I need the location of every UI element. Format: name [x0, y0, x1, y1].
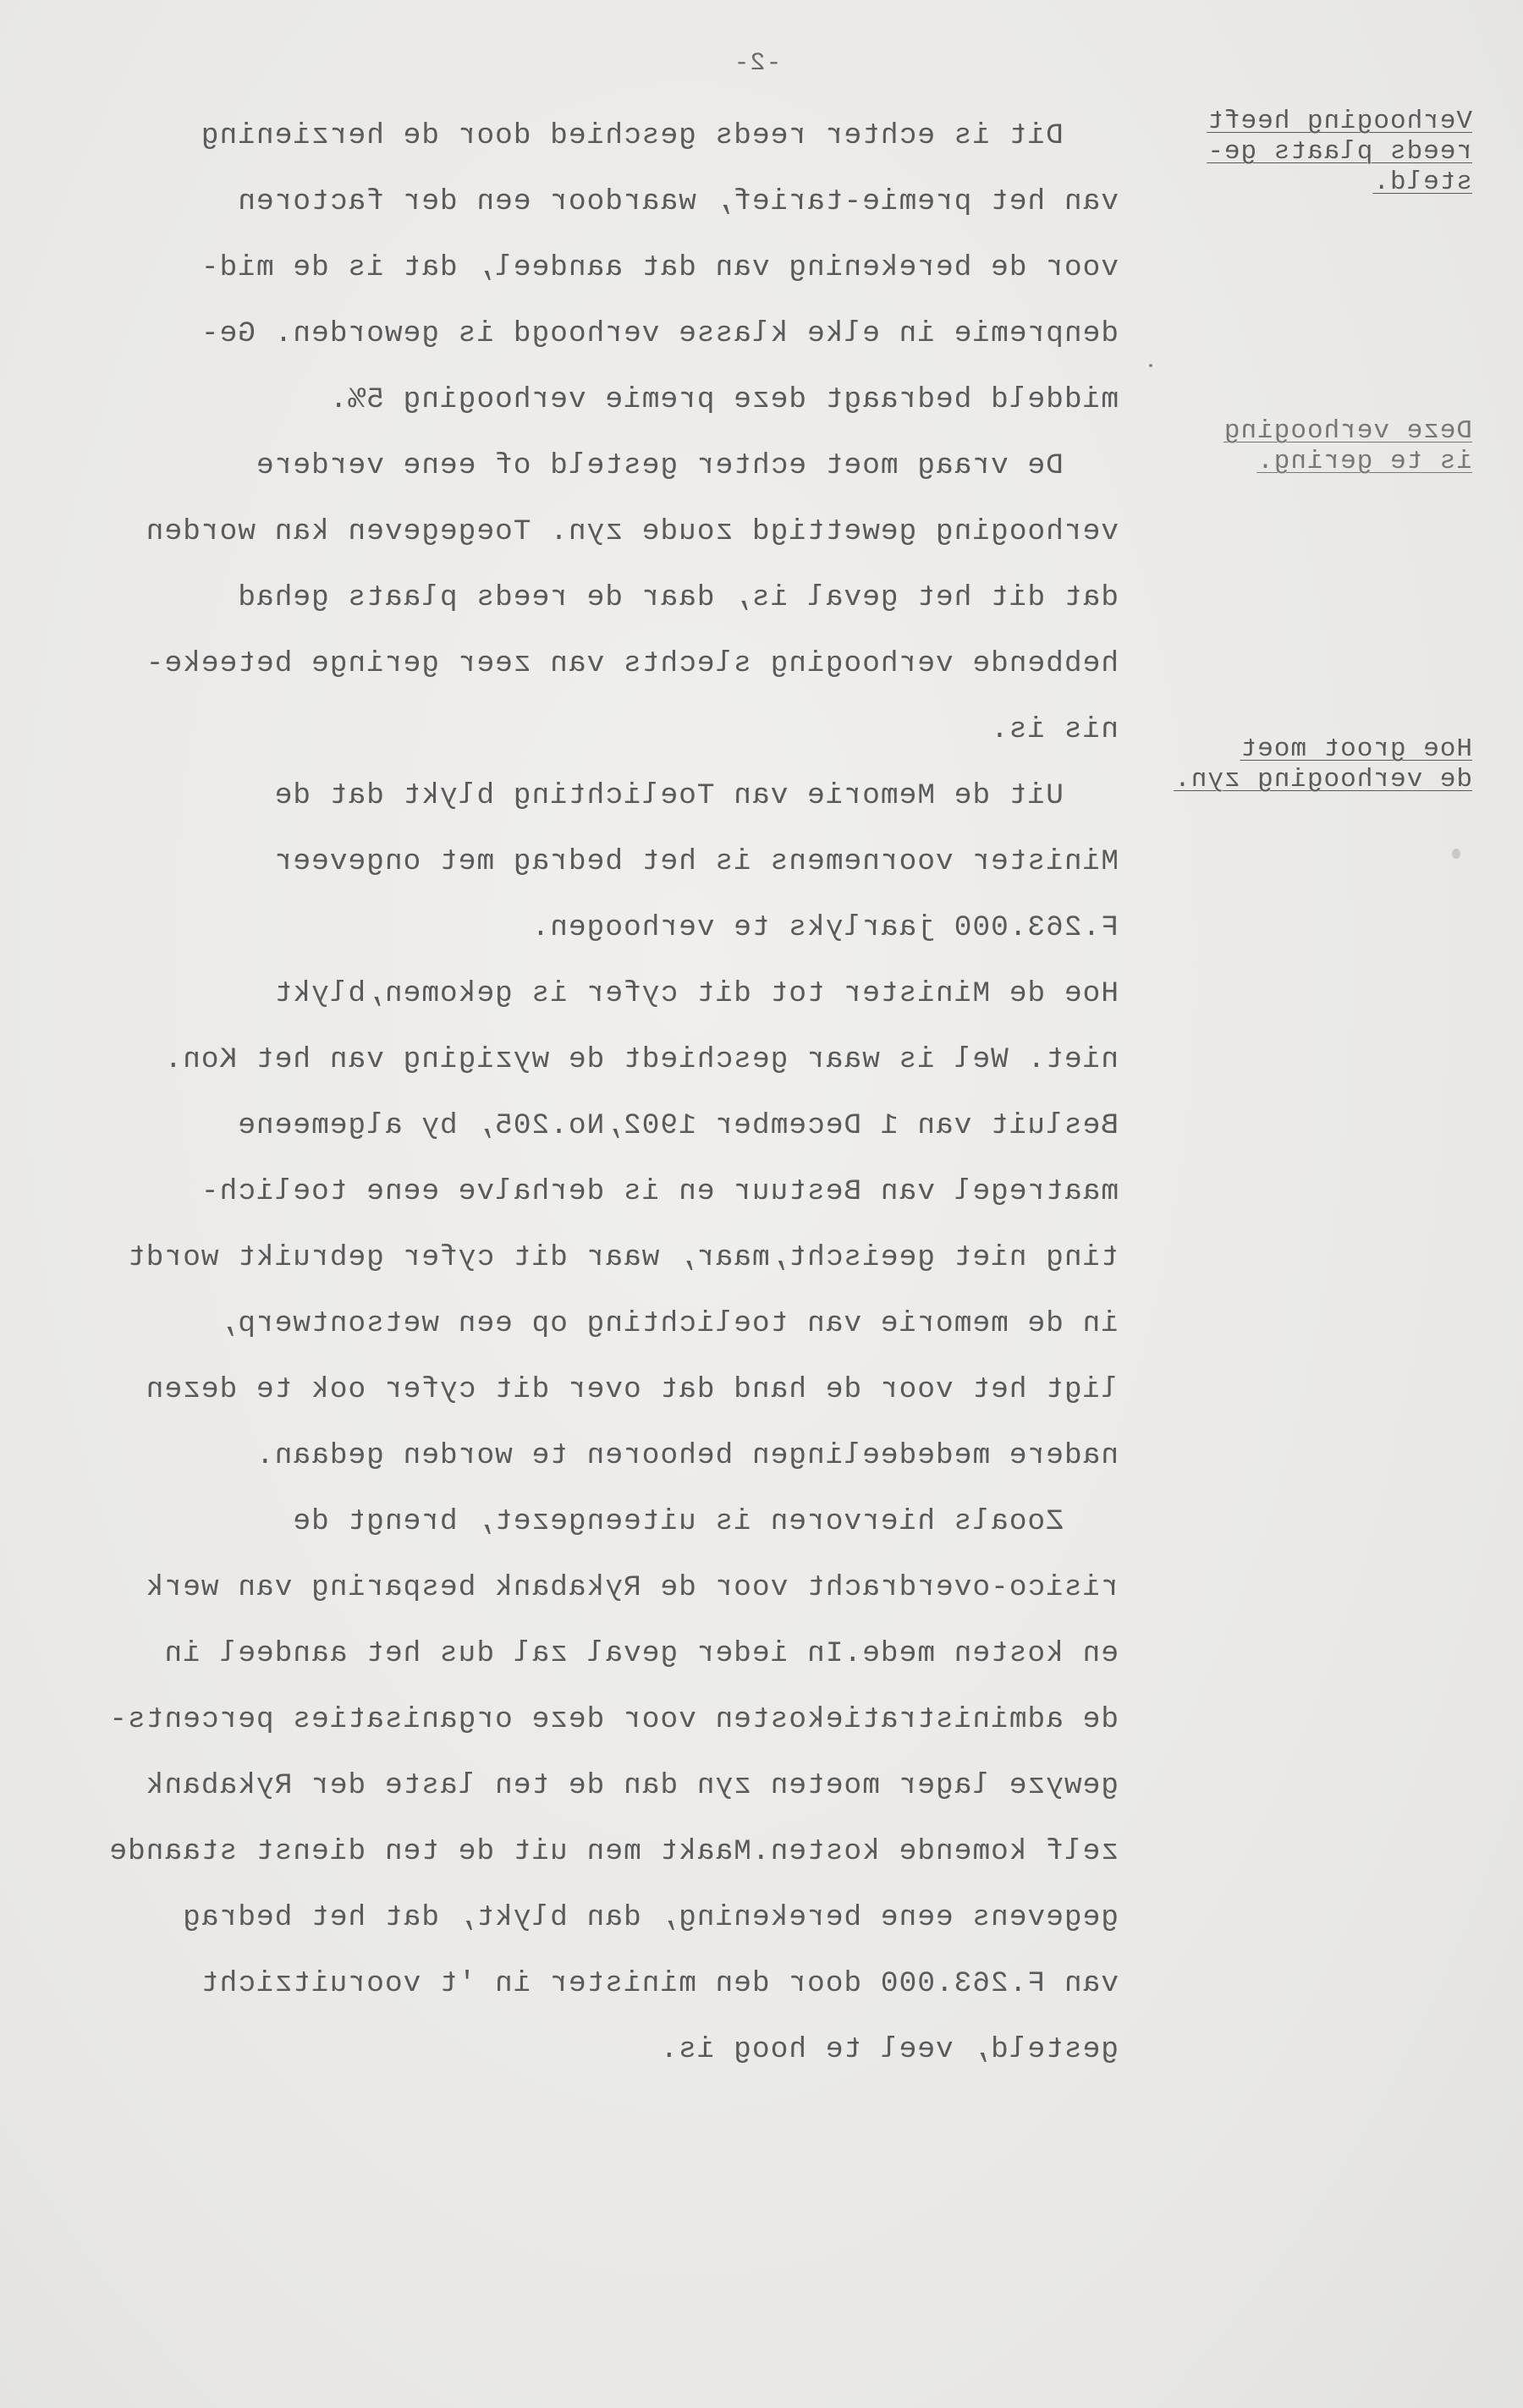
text-line: hebbende verhooging slechts van zeer geringe beteeke-: [145, 647, 1119, 680]
text-line: denpremie in elke klasse verhoogd is geworden. Ge-: [200, 317, 1119, 350]
text-line: de administratiekosten voor deze organisaties percents-: [108, 1703, 1119, 1736]
margin-note-line: Hoe groot moet: [1240, 734, 1472, 764]
text-line: Zooals hiervoren is uiteengezet, brengt de: [292, 1505, 1119, 1538]
text-line: van het premie-tarief, waardoor een der factoren: [237, 185, 1119, 218]
paragraph-2: [52, 433, 1119, 763]
text-line: en kosten mede.In ieder geval zal dus het aandeel in: [163, 1637, 1119, 1670]
text-line: Dit is echter reeds geschied door de herziening: [200, 119, 1119, 152]
text-line: dat dit het geval is, daar de reeds plaats gehad: [237, 581, 1119, 614]
margin-note-2: [1168, 416, 1472, 477]
paragraph-1: [52, 103, 1119, 433]
text-line: zelf komende kosten.Maakt men uit de ten dienst staande: [108, 1835, 1119, 1868]
text-line: verhooging gewettigd zoude zyn. Toegegeven kan worden: [145, 515, 1119, 548]
page-number: -2-: [733, 49, 782, 78]
text-line: Uit de Memorie van Toelichting blykt dat de: [273, 779, 1119, 812]
text-line: Minister voornemens is het bedrag met ongeveer: [273, 845, 1119, 878]
text-line: gewyze lager moeten zyn dan de ten laste der Rykabank: [145, 1769, 1119, 1802]
paragraph-4: [52, 961, 1119, 1489]
paragraph-5: [52, 1489, 1119, 2083]
paragraph-3: [52, 763, 1119, 961]
text-line: van F.263.000 door den minister in 't vooruitzicht: [200, 1967, 1119, 2000]
text-line: gegevens eene berekening, dan blykt, dat het bedrag: [182, 1901, 1119, 1934]
margin-note-line: Verhooging heeft: [1207, 107, 1472, 136]
text-line: gesteld, veel te hoog is.: [659, 2033, 1119, 2066]
text-line: F.263.000 jaarlyks te verhoogen.: [531, 911, 1119, 944]
text-line: voor de berekening van dat aandeel, dat is de mid-: [200, 251, 1119, 284]
ink-dot: [1149, 364, 1152, 367]
text-line: Hoe de Minister tot dit cyfer is gekomen,blykt: [273, 977, 1119, 1010]
text-line: middeld bedraagt deze premie verhooging 5%.: [328, 383, 1119, 416]
margin-note-1: [1168, 107, 1472, 198]
margin-note-line: steld.: [1372, 168, 1472, 197]
body-text: [52, 103, 1119, 2083]
text-line: maatregel van Bestuur en is derhalve eene toelich-: [200, 1175, 1119, 1208]
text-line: nadere mededeelingen behooren te worden gedaan.: [255, 1439, 1119, 1472]
text-line: risico-overdracht voor de Rykabank besparing van werk: [145, 1571, 1119, 1604]
margin-note-line: reeds plaats ge-: [1207, 137, 1472, 167]
text-line: ting niet geeischt,maar, waar dit cyfer gebruikt wordt: [127, 1241, 1119, 1274]
margin-note-line: Deze verhooging: [1223, 416, 1472, 446]
text-line: Besluit van 1 December 1902,No.205, by algemeene: [237, 1109, 1119, 1142]
text-line: in de memorie van toelichting op een wetsontwerp,: [218, 1307, 1119, 1340]
paper-speck: [1452, 849, 1460, 859]
text-line: De vraag moet echter gesteld of eene verdere: [255, 449, 1119, 482]
margin-note-line: is te gering.: [1256, 447, 1472, 476]
text-line: niet. Wel is waar geschiedt de wyziging van het Kon.: [163, 1043, 1119, 1076]
margin-note-line: de verhooging zyn.: [1174, 765, 1472, 794]
margin-note-3: [1168, 734, 1472, 795]
text-line: ligt het voor de hand dat over dit cyfer ook te dezen: [145, 1373, 1119, 1406]
text-line: nis is.: [990, 713, 1119, 746]
